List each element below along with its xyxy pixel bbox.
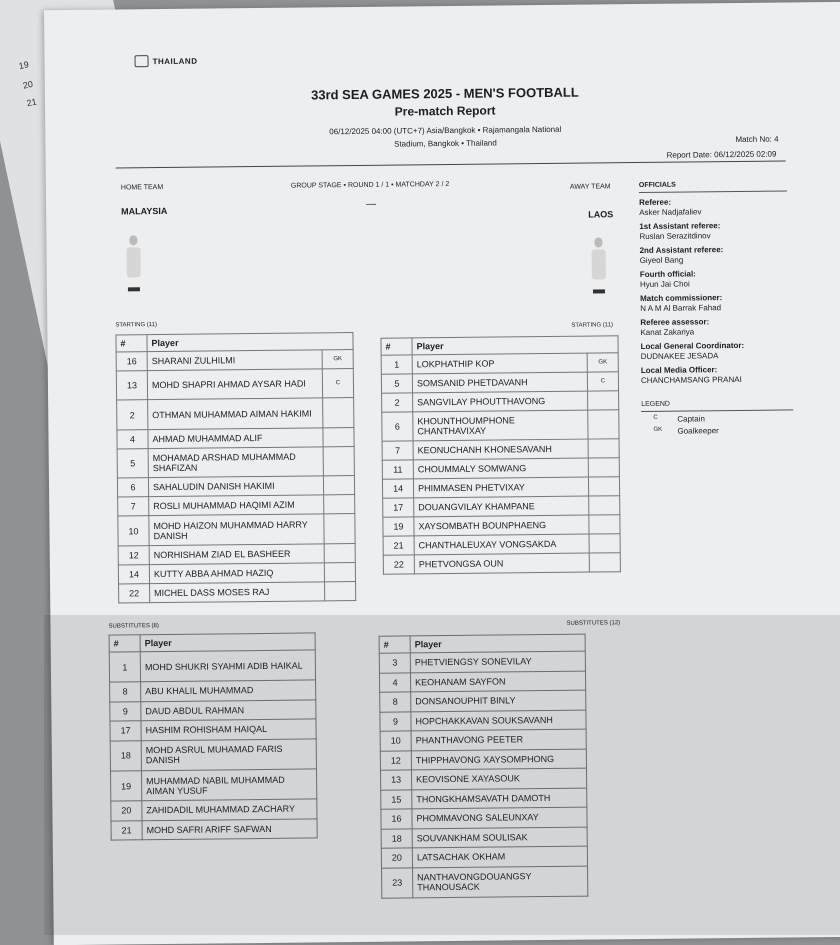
player-tag	[588, 458, 619, 477]
header-player: Player	[140, 633, 315, 652]
player-number: 14	[382, 479, 413, 498]
table-row	[116, 350, 353, 371]
table-row	[117, 427, 354, 448]
table-row	[118, 514, 355, 546]
header-player: Player	[412, 336, 618, 355]
player-number: 18	[110, 740, 141, 771]
player-number: 21	[383, 536, 414, 555]
home-subs-table	[109, 632, 318, 840]
table-row	[117, 398, 354, 430]
player-name: MOHD SHUKRI SYAHMI ADIB HAIKAL	[140, 650, 315, 682]
player-tag	[324, 495, 355, 514]
table-row	[379, 671, 585, 693]
table-row	[380, 710, 586, 732]
official-role: 1st Assistant referee:	[639, 221, 721, 232]
report-title: 33rd SEA GAMES 2025 - MEN'S FOOTBALL	[310, 84, 579, 103]
player-number: 15	[381, 789, 412, 809]
stage-label: GROUP STAGE ▪ ROUND 1 / 1 ▪ MATCHDAY 2 / 2	[290, 181, 450, 190]
player-tag	[323, 427, 354, 446]
official-role: Match commissioner:	[640, 293, 723, 304]
table-row	[383, 496, 620, 517]
player-tag: GK	[322, 350, 353, 369]
table-row	[380, 768, 586, 790]
player-name: ROSLI MUHAMMAD HAQIMI AZIM	[149, 495, 324, 516]
player-name: HASHIM ROHISHAM HAIQAL	[141, 719, 316, 740]
player-name: OTHMAN MUHAMMAD AIMAN HAKIMI	[148, 398, 323, 429]
official-name: Hyun Jai Choi	[639, 279, 690, 290]
player-number: 19	[383, 517, 414, 536]
away-team-label: AWAY TEAM	[569, 183, 611, 191]
header-divider	[116, 160, 786, 168]
player-tag	[323, 398, 354, 428]
legend-text: Captain	[677, 414, 705, 424]
table-row	[109, 650, 315, 682]
table-row	[383, 534, 620, 555]
table-row	[380, 729, 586, 751]
player-number: 9	[380, 711, 411, 731]
table-row	[118, 495, 355, 516]
table-row	[117, 446, 354, 478]
sheet-number: 21	[25, 96, 38, 109]
player-number: 2	[117, 400, 148, 430]
player-number: 20	[111, 801, 142, 821]
table-row	[382, 410, 619, 442]
official-name: CHANCHAMSANG PRANAI	[640, 374, 742, 386]
player-number: 8	[110, 682, 141, 702]
table-row	[382, 477, 619, 498]
player-number: 22	[383, 555, 414, 574]
table-row	[110, 680, 316, 702]
player-number: 4	[117, 430, 148, 449]
table-row	[381, 807, 587, 829]
official-name: Kanat Zakariya	[640, 327, 695, 338]
table-row	[118, 543, 355, 564]
player-number: 16	[116, 352, 147, 371]
player-name: MOHD SAFRI ARIFF SAFWAN	[142, 819, 317, 840]
header-number: #	[381, 338, 412, 355]
player-name: MUHAMMAD NABIL MUHAMMAD AIMAN YUSUF	[141, 769, 316, 801]
table-row	[110, 719, 316, 741]
player-name: ABU KHALIL MUHAMMAD	[141, 680, 316, 701]
player-name: LOKPHATHIP KOP	[412, 353, 587, 374]
header-number: #	[379, 636, 410, 653]
player-name: MOHD SHAPRI AHMAD AYSAR HADI	[147, 369, 322, 400]
player-name: MOHD HAIZON MUHAMMAD HARRY DANISH	[149, 514, 324, 545]
player-name: MOHD ASRUL MUHAMAD FARIS DANISH	[141, 739, 316, 771]
report-date: Report Date: 06/12/2025 02:09	[666, 149, 777, 160]
home-starting-table	[115, 332, 356, 603]
player-tag	[324, 514, 355, 544]
player-number: 6	[117, 478, 148, 497]
player-number: 11	[382, 460, 413, 479]
header-number: #	[116, 335, 147, 352]
match-info	[225, 122, 665, 153]
player-number: 5	[117, 449, 148, 479]
table-row	[381, 846, 587, 868]
player-number: 17	[110, 721, 141, 741]
official-name: Giyeol Bang	[639, 255, 684, 266]
player-name: HOPCHAKKAVAN SOUKSAVANH	[411, 710, 586, 731]
home-subs-label: SUBSTITUTES (8)	[108, 623, 159, 630]
table-row	[110, 700, 316, 722]
official-role: Referee assessor:	[640, 317, 710, 328]
official-name: Ruslan Serazitdinov	[639, 231, 711, 242]
table-row	[382, 439, 619, 460]
player-name: SANGVILAY PHOUTTHAVONG	[413, 391, 588, 412]
away-subs-label: SUBSTITUTES (12)	[566, 620, 621, 627]
player-name: PHOMMAVONG SALEUNXAY	[412, 807, 587, 828]
away-starting-table	[380, 335, 620, 575]
player-name: KEOHANAM SAYFON	[410, 671, 585, 692]
table-row	[383, 553, 620, 574]
player-name: DONSANOUPHIT BINLY	[411, 690, 586, 711]
legend-item	[641, 413, 801, 424]
player-name: LATSACHAK OKHAM	[412, 846, 587, 867]
player-tag	[589, 534, 620, 553]
table-row	[110, 739, 316, 771]
player-name: THIPPHAVONG XAYSOMPHONG	[411, 749, 586, 770]
table-row	[110, 769, 316, 801]
player-number: 23	[382, 867, 413, 898]
officials-heading: OFFICIALS	[639, 180, 787, 193]
match-info-line: 06/12/2025 04:00 (UTC+7) Asia/Bangkok • Rajamangala National	[329, 124, 562, 137]
table-row	[381, 788, 587, 810]
player-name: ZAHIDADIL MUHAMMAD ZACHARY	[142, 799, 317, 820]
officials-list	[639, 196, 801, 385]
table-row	[379, 651, 585, 673]
player-tag	[324, 543, 355, 562]
logo-mark-icon	[134, 55, 148, 67]
table-row	[381, 827, 587, 849]
legend-code: C	[653, 414, 658, 421]
player-tag	[588, 410, 619, 440]
player-number: 19	[110, 771, 141, 802]
player-name: SAHALUDIN DANISH HAKIMI	[148, 476, 323, 497]
player-tag: C	[322, 369, 353, 399]
table-row	[117, 476, 354, 497]
official-role: Local General Coordinator:	[640, 340, 745, 352]
table-row	[381, 353, 618, 374]
table-row	[382, 866, 588, 898]
player-number: 4	[379, 672, 410, 692]
player-tag	[325, 581, 356, 600]
player-tag	[589, 515, 620, 534]
player-number: 20	[381, 848, 412, 868]
player-number: 17	[383, 498, 414, 517]
player-name: SHARANI ZULHILMI	[147, 350, 322, 371]
player-number: 3	[379, 653, 410, 673]
player-number: 12	[380, 750, 411, 770]
table-row	[381, 372, 618, 393]
player-name: PHIMMASEN PHETVIXAY	[413, 478, 588, 499]
official-name: Asker Nadjafaliev	[639, 207, 702, 218]
player-name: SOMSANID PHETDAVANH	[412, 372, 587, 393]
player-name: KUTTY ABBA AHMAD HAZIQ	[149, 563, 324, 584]
home-starting-label: STARTING (11)	[115, 322, 158, 329]
player-number: 13	[380, 770, 411, 790]
player-name: MOHAMAD ARSHAD MUHAMMAD SHAFIZAN	[148, 447, 323, 478]
official-role: Fourth official:	[639, 269, 696, 280]
player-name: XAYSOMBATH BOUNPHAENG	[414, 516, 589, 537]
report-subtitle: Pre-match Report	[394, 103, 496, 119]
header-player: Player	[147, 333, 353, 352]
player-number: 10	[118, 516, 149, 546]
player-name: SOUVANKHAM SOULISAK	[412, 827, 587, 848]
legend-code: GK	[653, 426, 663, 433]
player-number: 14	[118, 564, 149, 583]
player-tag	[324, 562, 355, 581]
player-name: CHANTHALEUXAY VONGSAKDA	[414, 535, 589, 556]
officials-panel	[639, 180, 802, 436]
player-tag: C	[587, 372, 618, 391]
player-number: 21	[111, 820, 142, 840]
table-row	[380, 690, 586, 712]
player-number: 12	[118, 545, 149, 564]
player-name: KHOUNTHOUMPHONE CHANTHAVIXAY	[413, 410, 588, 441]
away-team-name: LAOS	[588, 209, 614, 220]
match-number: Match No: 4	[735, 134, 779, 145]
player-number: 2	[382, 393, 413, 412]
player-name: CHOUMMALY SOMWANG	[413, 459, 588, 480]
player-number: 1	[109, 652, 140, 683]
official-name: DUDNAKEE JESADA	[640, 351, 719, 362]
legend-item	[641, 425, 801, 436]
player-number: 7	[382, 441, 413, 460]
table-row	[380, 749, 586, 771]
away-kit-icon	[591, 237, 606, 297]
thailand-logo	[134, 55, 197, 68]
header-number: #	[109, 635, 140, 652]
player-tag	[323, 446, 354, 476]
player-number: 18	[381, 828, 412, 848]
table-row	[382, 458, 619, 479]
match-info-line: Stadium, Bangkok • Thailand	[394, 138, 497, 149]
player-name: DOUANGVILAY KHAMPANE	[414, 497, 589, 518]
player-number: 13	[116, 371, 147, 401]
player-number: 7	[118, 497, 149, 516]
player-number: 10	[380, 731, 411, 751]
player-name: PHETVIENGSY SONEVILAY	[410, 651, 585, 672]
official-role: 2nd Assistant referee:	[639, 245, 724, 256]
legend-heading: LEGEND	[641, 399, 793, 412]
player-name: THONGKHAMSAVATH DAMOTH	[412, 788, 587, 809]
player-number: 16	[381, 809, 412, 829]
player-number: 9	[110, 701, 141, 721]
legend-text: Goalkeeper	[677, 426, 719, 436]
table-row	[119, 581, 356, 602]
player-tag	[588, 477, 619, 496]
official-name: N A M Al Barrak Fahad	[640, 303, 722, 314]
home-team-label: HOME TEAM	[120, 184, 164, 192]
player-name: KEOVISONE XAYASOUK	[411, 768, 586, 789]
player-tag	[588, 391, 619, 410]
logo-text: THAILAND	[152, 56, 198, 66]
player-tag	[323, 476, 354, 495]
table-row	[111, 819, 317, 841]
table-row	[111, 799, 317, 821]
away-subs-table	[379, 634, 589, 899]
player-name: AHMAD MUHAMMAD ALIF	[148, 428, 323, 449]
table-row	[383, 515, 620, 536]
home-team-name: MALAYSIA	[121, 205, 168, 217]
player-number: 8	[380, 692, 411, 712]
away-starting-label: STARTING (11)	[571, 322, 614, 329]
sheet-number: 19	[17, 59, 30, 72]
player-tag	[589, 553, 620, 572]
player-tag: GK	[587, 353, 618, 372]
table-row	[116, 369, 353, 401]
sheet-number: 20	[21, 78, 34, 91]
report-page	[44, 2, 840, 945]
player-name: NORHISHAM ZIAD EL BASHEER	[149, 544, 324, 565]
player-name: MICHEL DASS MOSES RAJ	[150, 582, 325, 603]
home-kit-icon	[126, 235, 141, 295]
table-row	[382, 391, 619, 412]
player-number: 6	[382, 412, 413, 442]
player-name: NANTHAVONGDOUANGSY THANOUSACK	[413, 866, 588, 898]
player-name: PHETVONGSA OUN	[414, 553, 589, 574]
player-tag	[588, 439, 619, 458]
player-number: 22	[119, 583, 150, 602]
table-header-row	[109, 633, 315, 652]
legend-list	[641, 413, 801, 436]
player-number: 1	[381, 355, 412, 374]
official-role: Local Media Officer:	[640, 365, 718, 376]
table-header-row	[379, 634, 585, 653]
player-name: DAUD ABDUL RAHMAN	[141, 700, 316, 721]
player-tag	[589, 496, 620, 515]
player-name: PHANTHAVONG PEETER	[411, 729, 586, 750]
official-role: Referee:	[639, 197, 672, 208]
table-row	[118, 562, 355, 583]
player-name: KEONUCHANH KHONESAVANH	[413, 440, 588, 461]
header-player: Player	[410, 634, 585, 653]
vs-dash: —	[366, 198, 377, 210]
player-number: 5	[381, 374, 412, 393]
